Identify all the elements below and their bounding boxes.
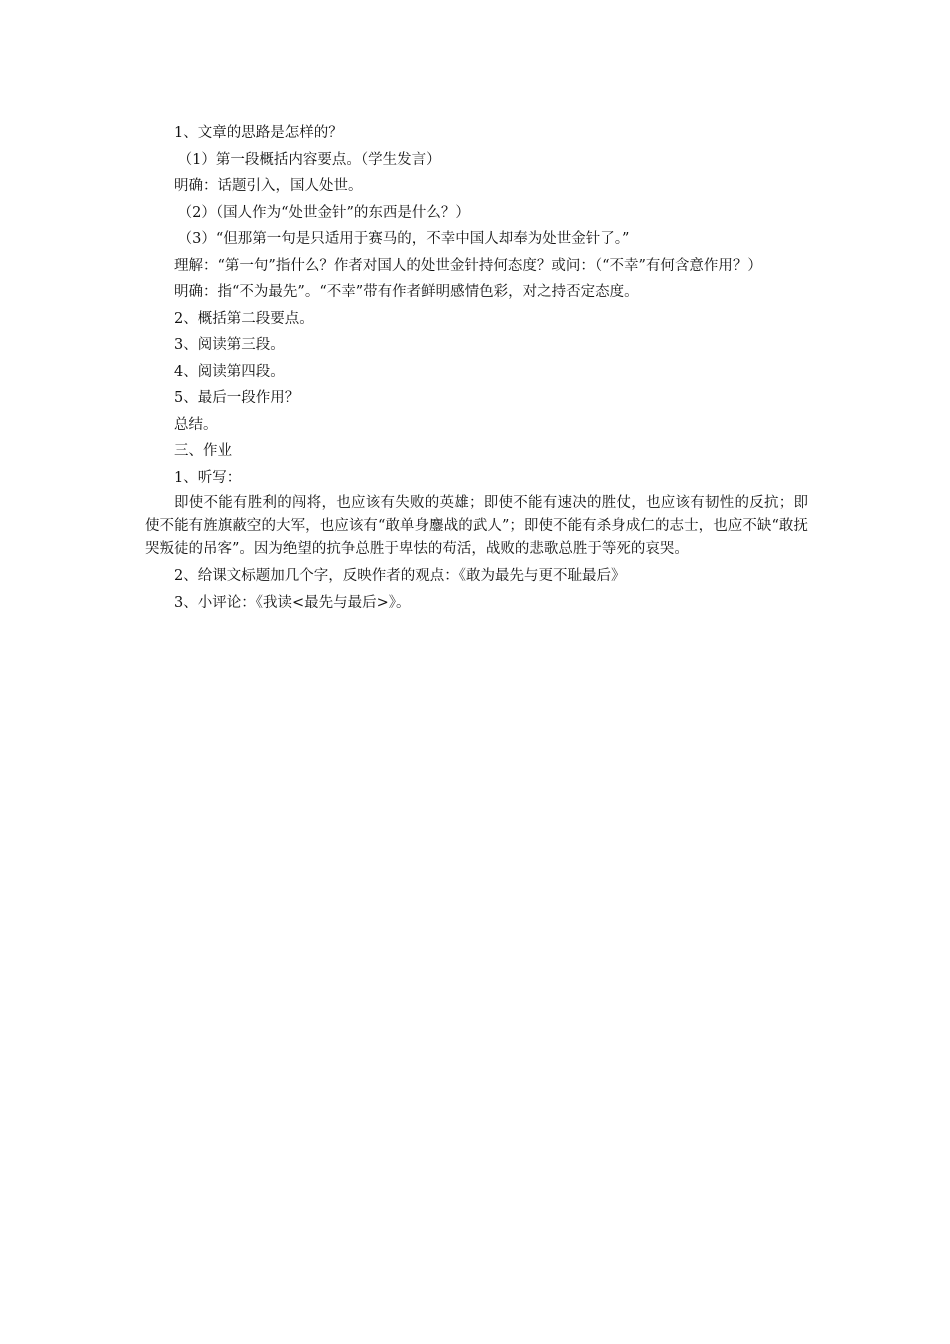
sub-question-1: （1）第一段概括内容要点。（学生发言） [177,151,441,168]
homework-item-2: 2、给课文标题加几个字，反映作者的观点：《敢为最先与更不耻最后》 [174,568,626,584]
question-5: 5、最后一段作用？ [174,390,300,406]
question-1: 1、文章的思路是怎样的？ [174,125,343,141]
sub-question-3: （3）“但那第一句是只适用于赛马的，不幸中国人却奉为处世金针了。” [177,231,630,247]
homework-item-3: 3、小评论：《我读<最先与最后>》。 [174,594,411,611]
answer-2: 明确：指“不为最先”。“不幸”带有作者鲜明感情色彩，对之持否定态度。 [174,284,639,300]
homework-item-1: 1、听写： [174,469,242,486]
understanding-prompt: 理解：“第一句”指什么？作者对国人的处世金针持何态度？或问：（“不幸”有何含意作用？） [174,257,762,274]
sub-question-2: （2）（国人作为“处世金针”的东西是什么？） [177,204,470,221]
document-body [145,120,808,616]
summary-label: 总结。 [174,416,218,433]
question-4: 4、阅读第四段。 [174,363,285,380]
homework-heading: 三、作业 [174,443,232,459]
answer-1: 明确：话题引入，国人处世。 [174,178,363,194]
question-2: 2、概括第二段要点。 [174,310,314,327]
dictation-passage: 即使不能有胜利的闯将，也应该有失败的英雄；即使不能有速决的胜仗，也应该有韧性的反抗；即使不能有旌旗蔽空的大军，也应该有“敢单身鏖战的武人”；即使不能有杀身成仁的志士，也应不缺“敢抚哭叛徒的吊客”。因为绝望的抗争总胜于卑怯的苟活，战败的悲歌总胜于等死的哀哭。 [145,495,808,557]
question-3: 3、阅读第三段。 [174,337,285,353]
